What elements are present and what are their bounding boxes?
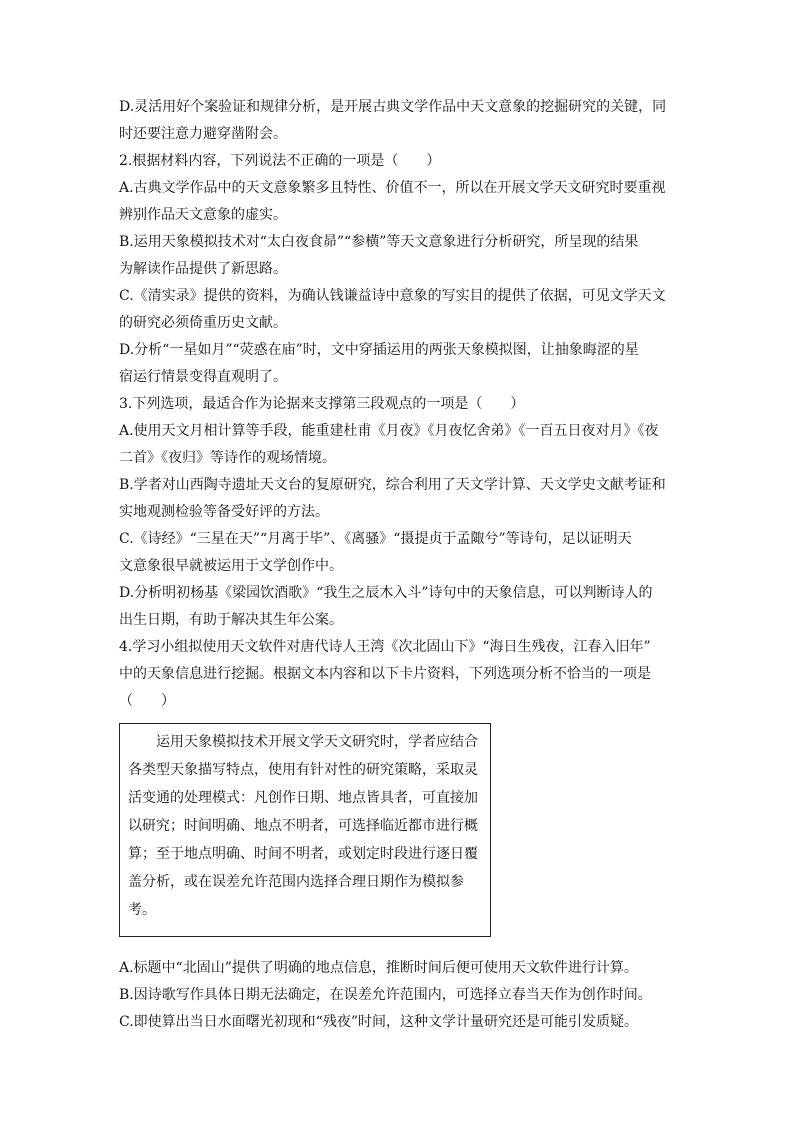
text-line: 的研究必须倚重历史文献。 — [119, 315, 287, 331]
document-content — [119, 94, 674, 1036]
card-line: 以研究；时间明确、地点不明者，可选择临近都市进行概 — [128, 818, 478, 834]
option-c — [119, 526, 674, 580]
text-line: 实地观测检验等备受好评的方法。 — [119, 504, 329, 520]
card-line: 活变通的处理模式：凡创作日期、地点皆具者，可直接加 — [128, 790, 478, 806]
text-line: 出生日期，有助于解决其生年公案。 — [119, 612, 343, 628]
option-c: C.即使算出当日水面曙光初现和“残夜”时间，这种文学计量研究还是可能引发质疑。 — [119, 1014, 638, 1030]
text-line: 时还要注意力避穿凿附会。 — [119, 126, 287, 142]
q1-option-d — [119, 94, 674, 148]
card-line: 运用天象模拟技术开展文学天文研究时，学者应结合 — [156, 734, 478, 750]
option-a: A.标题中“北固山”提供了明确的地点信息，推断时间后便可使用天文软件进行计算。 — [119, 960, 638, 976]
question-2 — [119, 148, 674, 391]
question-stem: 4.学习小组拟使用天文软件对唐代诗人王湾《次北固山下》“海日生残夜，江春入旧年” — [119, 639, 651, 655]
text-line: D.灵活用好个案验证和规律分析，是开展古典文学作品中天文意象的挖掘研究的关键，同 — [119, 99, 667, 115]
option-b: B.因诗歌写作具体日期无法确定，在误差允许范围内，可选择立春当天作为创作时间。 — [119, 987, 652, 1003]
question-stem: 中的天象信息进行挖掘。根据文本内容和以下卡片资料，下列选项分析不恰当的一项是 — [119, 666, 651, 682]
card-line: 算；至于地点明确、时间不明者，或划定时段进行逐日覆 — [128, 846, 478, 862]
text-line: B.学者对山西陶寺遗址天文台的复原研究，综合利用了天文学计算、天文学史文献考证和 — [119, 477, 666, 493]
card-line: 各类型天象描写特点，使用有针对性的研究策略，采取灵 — [128, 762, 478, 778]
option-a — [119, 418, 674, 472]
option-d — [119, 337, 674, 391]
card-line: 盖分析，或在误差允许范围内选择合理日期作为模拟参 — [128, 874, 464, 890]
question-stem: 3.下列选项，最适合作为论据来支撑第三段观点的一项是（ ） — [119, 396, 525, 412]
text-line: A.古典文学作品中的天文意象繁多且特性、价值不一，所以在开展文学天文研究时要重视 — [119, 180, 666, 196]
option-b — [119, 229, 674, 283]
text-line: 为解读作品提供了新思路。 — [119, 261, 287, 277]
text-line: 文意象很早就被运用于文学创作中。 — [119, 558, 343, 574]
option-a — [119, 175, 674, 229]
text-line: 宿运行情景变得直观明了。 — [119, 369, 287, 385]
text-line: C.《诗经》“三星在天”“月离于毕”、《离骚》“摄提贞于孟陬兮”等诗句，足以证明天 — [119, 531, 632, 547]
text-line: D.分析“一星如月”“荧惑在庙”时，文中穿插运用的两张天象模拟图，让抽象晦涩的星 — [119, 342, 639, 358]
question-4 — [119, 634, 674, 1036]
question-3 — [119, 391, 674, 634]
text-line: 辨别作品天文意象的虚实。 — [119, 207, 287, 223]
question-stem: 2.根据材料内容，下列说法不正确的一项是（ ） — [119, 153, 441, 169]
text-line: A.使用天文月相计算等手段，能重建杜甫《月夜》《月夜忆舍弟》《一百五日夜对月》《夜 — [119, 423, 659, 439]
text-line: C.《清实录》提供的资料，为确认钱谦益诗中意象的写实目的提供了依据，可见文学天文 — [119, 288, 666, 304]
text-line: 二首》《夜归》等诗作的观场情境。 — [119, 450, 336, 466]
option-c — [119, 283, 674, 337]
option-b — [119, 472, 674, 526]
text-line: B.运用天象模拟技术对“太白夜食昴”“参横”等天文意象进行分析研究，所呈现的结果 — [119, 234, 639, 250]
reference-card — [119, 723, 491, 937]
text-line: D.分析明初杨基《梁园饮酒歌》“我生之辰木入斗”诗句中的天象信息，可以判断诗人的 — [119, 585, 653, 601]
question-stem: （ ） — [119, 693, 175, 709]
card-line: 考。 — [128, 902, 156, 918]
option-d — [119, 580, 674, 634]
